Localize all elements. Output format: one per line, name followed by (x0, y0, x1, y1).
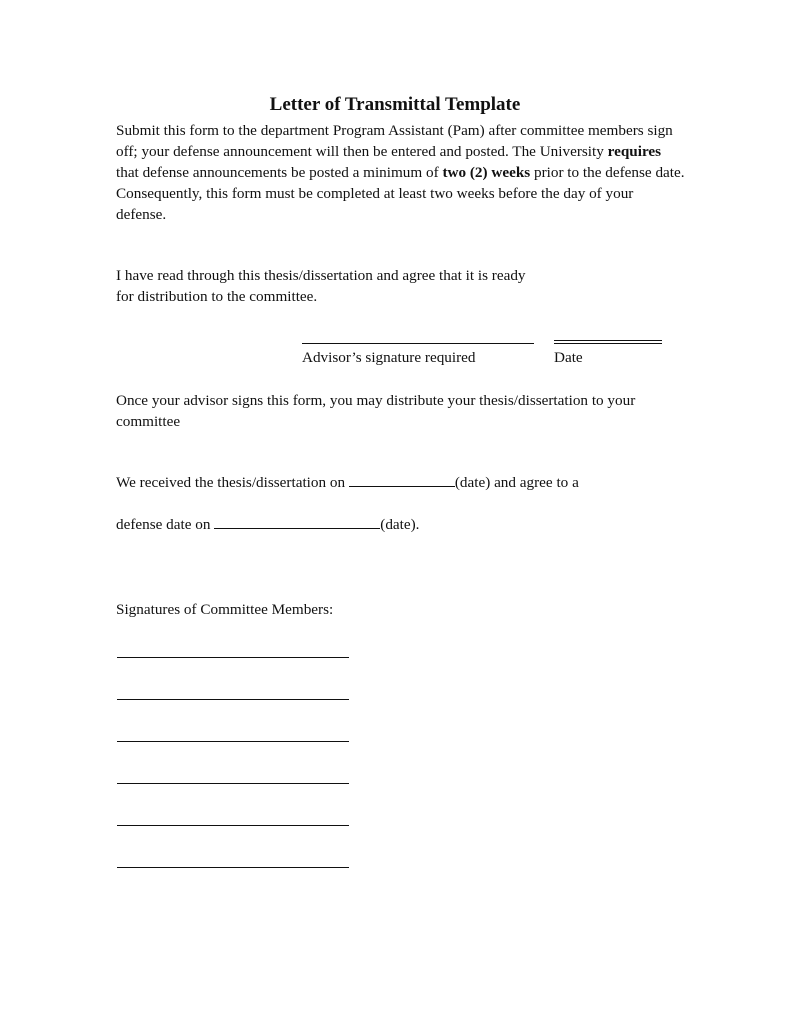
received-date-blank[interactable] (349, 472, 455, 487)
once-paragraph: Once your advisor signs this form, you may distribute your thesis/dissertation to your committee (116, 392, 636, 430)
advisor-signature-label: Advisor’s signature required (302, 349, 476, 366)
intro-text-1: Submit this form to the department Program Assistant (Pam) after committee members sign off; your defense announcement will then be entered and posted. The University (116, 122, 673, 160)
committee-signature-line-4[interactable] (117, 783, 349, 784)
committee-signature-line-6[interactable] (117, 867, 349, 868)
intro-bold-requires: requires (607, 143, 662, 160)
intro-text-2: that defense announcements be posted a minimum of (116, 164, 443, 181)
defense-row (116, 514, 419, 534)
committee-signature-line-3[interactable] (117, 741, 349, 742)
intro-bold-two-weeks: two (2) weeks (442, 164, 531, 181)
received-row (116, 472, 579, 492)
advisor-date-line[interactable] (554, 340, 662, 344)
received-suffix: (date) and agree to a (454, 474, 579, 491)
received-prefix: We received the thesis/dissertation on (116, 474, 349, 491)
committee-heading: Signatures of Committee Members: (116, 601, 334, 618)
readthrough-line-2: for distribution to the committee. (116, 288, 318, 305)
document-title: Letter of Transmittal Template (269, 94, 521, 115)
defense-date-blank[interactable] (214, 514, 380, 529)
readthrough-line-1: I have read through this thesis/dissertation and agree that it is ready (116, 267, 526, 284)
committee-signature-line-5[interactable] (117, 825, 349, 826)
committee-signature-line-1[interactable] (117, 657, 349, 658)
defense-suffix: (date). (380, 516, 420, 533)
defense-prefix: defense date on (116, 516, 215, 533)
advisor-date-label: Date (554, 349, 583, 366)
committee-signature-line-2[interactable] (117, 699, 349, 700)
intro-paragraph (116, 120, 686, 225)
readthrough-paragraph (116, 265, 686, 307)
intro-text-3: prior to the defense date. Consequently, this form must be completed at least two weeks before the day of your defense. (116, 164, 685, 223)
advisor-signature-line[interactable] (302, 343, 534, 344)
